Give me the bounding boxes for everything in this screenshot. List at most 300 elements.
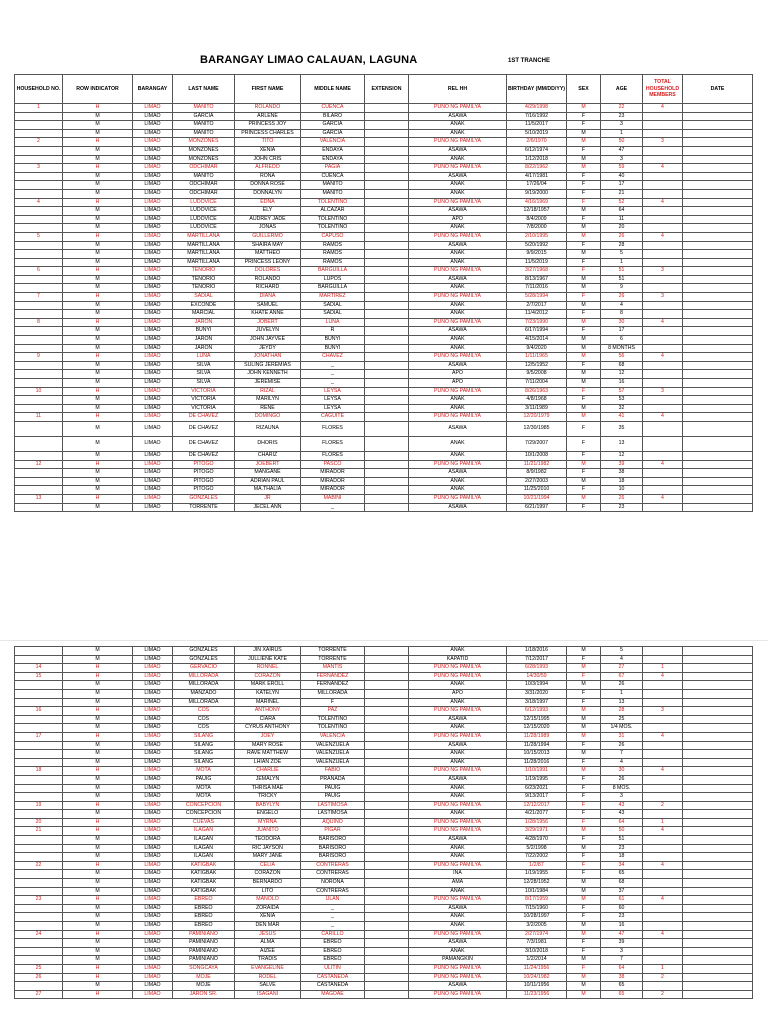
table-cell: 2 — [643, 990, 683, 999]
table-cell: 11/23/1956 — [507, 990, 567, 999]
table-cell — [15, 775, 63, 784]
table-cell: FABIO — [301, 767, 365, 776]
table-cell: H — [63, 827, 133, 836]
table-cell: BUNYI — [301, 336, 365, 345]
table-cell: M — [567, 318, 601, 327]
table-cell: F — [567, 784, 601, 793]
table-cell: ANAK — [409, 750, 507, 759]
table-cell: JR — [235, 494, 301, 503]
table-cell — [15, 784, 63, 793]
table-cell: 1/19/1995 — [507, 775, 567, 784]
table-cell — [365, 956, 409, 965]
table-cell: LASTIMOSA — [301, 810, 365, 819]
table-cell: VALENCIA — [301, 732, 365, 741]
table-cell — [365, 310, 409, 319]
table-cell: 30 — [601, 767, 643, 776]
table-cell: BARISORO — [301, 844, 365, 853]
table-cell — [683, 121, 753, 130]
table-cell: LIMAO — [133, 327, 173, 336]
table-cell — [365, 664, 409, 673]
table-cell: DE CHAVEZ — [173, 451, 235, 460]
table-cell: 43 — [601, 801, 643, 810]
table-cell: ILAGAN — [173, 827, 235, 836]
table-cell: ILAGAN — [173, 836, 235, 845]
table-cell — [683, 284, 753, 293]
table-cell: 1/2/87 — [507, 861, 567, 870]
table-cell — [365, 327, 409, 336]
table-cell: GARCIA — [301, 129, 365, 138]
table-row — [15, 327, 753, 336]
table-cell: 65 — [601, 990, 643, 999]
table-cell: 59 — [601, 164, 643, 173]
table-row — [15, 956, 753, 965]
table-cell — [683, 964, 753, 973]
table-cell: KATELYN — [235, 689, 301, 698]
table-cell: ANAK — [409, 189, 507, 198]
table-cell: LIMAO — [133, 275, 173, 284]
table-cell: M — [63, 396, 133, 405]
table-cell: COS — [173, 707, 235, 716]
table-row — [15, 404, 753, 413]
table-cell: 11/21/1982 — [507, 460, 567, 469]
table-cell: DE CHAVEZ — [173, 413, 235, 422]
table-cell: PAMINIANO — [173, 939, 235, 948]
table-cell: 6 — [15, 267, 63, 276]
column-header: MIDDLE NAME — [301, 75, 365, 104]
table-cell: PAMINIANO — [173, 930, 235, 939]
table-cell: PUNO NG PAMILYA — [409, 494, 507, 503]
table-cell: ASAWA — [409, 112, 507, 121]
table-cell: 11/5/2017 — [507, 121, 567, 130]
table-cell: ASAWA — [409, 503, 507, 512]
table-cell: 30 — [601, 318, 643, 327]
table-cell: LIMAO — [133, 818, 173, 827]
column-header: DATE — [683, 75, 753, 104]
table-cell: M — [63, 922, 133, 931]
table-cell: PUNO NG PAMILYA — [409, 973, 507, 982]
table-cell — [683, 379, 753, 388]
table-cell: LIMAO — [133, 853, 173, 862]
table-cell: VALENZUELA — [301, 758, 365, 767]
table-cell: FERNANDEZ — [301, 681, 365, 690]
table-cell — [683, 215, 753, 224]
table-cell: M — [63, 715, 133, 724]
table-cell — [683, 982, 753, 991]
table-cell: ASAWA — [409, 361, 507, 370]
table-cell — [643, 503, 683, 512]
table-cell: H — [63, 138, 133, 147]
table-cell: CUENCA — [301, 172, 365, 181]
table-cell — [683, 421, 753, 436]
table-cell: LIMAO — [133, 104, 173, 113]
table-cell: 22 — [601, 104, 643, 113]
table-cell: ASAWA — [409, 715, 507, 724]
table-cell: F — [567, 146, 601, 155]
table-cell: ANAK — [409, 181, 507, 190]
table-cell: 64 — [601, 964, 643, 973]
table-cell: JOHN KENNETH — [235, 370, 301, 379]
table-cell: SILANG — [173, 732, 235, 741]
table-cell: F — [567, 672, 601, 681]
table-cell: 11/28/1994 — [507, 741, 567, 750]
table-cell: 14 — [15, 664, 63, 673]
table-cell — [643, 224, 683, 233]
table-cell: MARK EROLL — [235, 681, 301, 690]
table-cell: F — [567, 436, 601, 451]
table-cell: 4/16/1969 — [507, 198, 567, 207]
table-cell: LIMAO — [133, 284, 173, 293]
table-cell — [683, 494, 753, 503]
table-cell: M — [63, 784, 133, 793]
table-cell: F — [567, 810, 601, 819]
table-cell: F — [567, 698, 601, 707]
table-cell — [683, 801, 753, 810]
table-cell: 1/2/2014 — [507, 956, 567, 965]
tranche-label: 1ST TRANCHE — [508, 58, 551, 64]
table-cell: M — [567, 956, 601, 965]
table-cell — [365, 758, 409, 767]
table-cell: SILVA — [173, 370, 235, 379]
table-cell: M — [567, 232, 601, 241]
table-row — [15, 741, 753, 750]
table-cell: CAPUSO — [301, 232, 365, 241]
table-cell: LIMAO — [133, 827, 173, 836]
table-cell: PITOGO — [173, 469, 235, 478]
table-cell: 4 — [643, 827, 683, 836]
table-cell: ANAK — [409, 853, 507, 862]
table-cell: MOTA — [173, 793, 235, 802]
table-cell: 8 — [15, 318, 63, 327]
table-cell: MARTILLANA — [173, 241, 235, 250]
table-cell: LIMAO — [133, 724, 173, 733]
table-cell: PUNO NG PAMILYA — [409, 707, 507, 716]
table-cell: 52 — [601, 198, 643, 207]
table-cell: PUNO NG PAMILYA — [409, 164, 507, 173]
column-header: BIRTHDAY (MM/DD/YY) — [507, 75, 567, 104]
table-cell: BARISORO — [301, 853, 365, 862]
table-cell: M — [63, 681, 133, 690]
table-cell: H — [63, 707, 133, 716]
table-cell: DHORIS — [235, 436, 301, 451]
table-cell — [683, 129, 753, 138]
table-cell: EXCONDE — [173, 301, 235, 310]
table-cell — [643, 655, 683, 664]
table-cell: ANAK — [409, 155, 507, 164]
table-cell: M — [567, 732, 601, 741]
table-cell: LIMAO — [133, 664, 173, 673]
table-cell: M — [63, 112, 133, 121]
table-cell — [15, 689, 63, 698]
table-row — [15, 801, 753, 810]
table-cell: TOLENTINO — [301, 215, 365, 224]
table-cell: H — [63, 732, 133, 741]
table-cell: TOLENTINO — [301, 715, 365, 724]
table-cell: MOTA — [173, 767, 235, 776]
table-cell: LIMAO — [133, 258, 173, 267]
table-cell: M — [567, 370, 601, 379]
table-cell: ANAK — [409, 913, 507, 922]
table-cell: MARTILLANA — [173, 232, 235, 241]
table-cell: 26 — [601, 775, 643, 784]
table-cell — [15, 922, 63, 931]
table-cell — [683, 922, 753, 931]
table-cell — [683, 189, 753, 198]
table-cell: LIMAO — [133, 715, 173, 724]
table-cell: LIMAO — [133, 469, 173, 478]
table-cell: M — [63, 904, 133, 913]
table-cell: 26 — [601, 681, 643, 690]
table-cell: PITOGO — [173, 486, 235, 495]
table-cell: M — [63, 421, 133, 436]
table-cell — [683, 301, 753, 310]
table-cell: LIMAO — [133, 413, 173, 422]
table-cell: F — [567, 818, 601, 827]
table-cell: 4 — [643, 672, 683, 681]
table-cell: PUNO NG PAMILYA — [409, 293, 507, 302]
table-cell — [15, 913, 63, 922]
table-cell: RODEL — [235, 973, 301, 982]
table-cell: LIMAO — [133, 207, 173, 216]
table-row — [15, 215, 753, 224]
table-cell: F — [567, 801, 601, 810]
table-cell — [15, 647, 63, 656]
table-cell: JOBERT — [235, 318, 301, 327]
table-cell — [365, 767, 409, 776]
table-cell: F — [567, 655, 601, 664]
table-cell: 10/11/1956 — [507, 982, 567, 991]
table-cell: 47 — [601, 930, 643, 939]
table-cell: ANAK — [409, 396, 507, 405]
table-cell: 24 — [15, 930, 63, 939]
table-cell: 12/30/1985 — [507, 421, 567, 436]
table-row — [15, 189, 753, 198]
table-cell: LUNA — [301, 318, 365, 327]
table-cell: H — [63, 664, 133, 673]
table-cell: M — [63, 301, 133, 310]
table-cell — [365, 379, 409, 388]
table-cell — [683, 947, 753, 956]
table-row — [15, 503, 753, 512]
table-cell: JUANITO — [235, 827, 301, 836]
table-cell — [365, 436, 409, 451]
table-cell: F — [567, 503, 601, 512]
table-cell: LIMAO — [133, 404, 173, 413]
table-cell — [683, 258, 753, 267]
table-cell — [15, 724, 63, 733]
table-cell: M — [63, 844, 133, 853]
table-cell: LIMAO — [133, 310, 173, 319]
table-cell — [365, 413, 409, 422]
table-cell: 17/26/04 — [507, 181, 567, 190]
table-cell: APO — [409, 370, 507, 379]
table-cell: CORAZON — [235, 672, 301, 681]
table-cell: 4 — [643, 930, 683, 939]
table-cell: 9 — [601, 284, 643, 293]
table-cell: LIMAO — [133, 387, 173, 396]
table-cell: PRINCESS JOY — [235, 121, 301, 130]
table-cell: 12/15/1995 — [507, 715, 567, 724]
table-cell: LIMAO — [133, 964, 173, 973]
table-cell — [15, 258, 63, 267]
table-cell: PIGAR — [301, 827, 365, 836]
table-cell: M — [63, 724, 133, 733]
table-cell: H — [63, 973, 133, 982]
table-cell: MOJE — [173, 973, 235, 982]
table-cell: RENE — [235, 404, 301, 413]
table-cell — [683, 930, 753, 939]
table-cell — [365, 275, 409, 284]
table-cell: LIMAO — [133, 758, 173, 767]
table-cell — [15, 793, 63, 802]
table-cell — [643, 810, 683, 819]
table-cell: 9/19/2000 — [507, 189, 567, 198]
table-cell: 1 — [601, 258, 643, 267]
table-cell: 65 — [601, 982, 643, 991]
table-cell: 18 — [15, 767, 63, 776]
table-cell: ASAWA — [409, 904, 507, 913]
table-cell: 2/7/2017 — [507, 301, 567, 310]
table-row — [15, 469, 753, 478]
table-cell: 25 — [601, 715, 643, 724]
table-header-row — [15, 75, 753, 104]
table-cell: DEN MAR — [235, 922, 301, 931]
table-cell: 13 — [601, 698, 643, 707]
table-cell — [643, 724, 683, 733]
table-cell: LIMAO — [133, 990, 173, 999]
table-row — [15, 879, 753, 888]
table-cell — [365, 421, 409, 436]
table-cell: MILLORADA — [173, 698, 235, 707]
table-cell: ODCHIMAR — [173, 181, 235, 190]
table-cell: LIMAO — [133, 267, 173, 276]
table-cell — [15, 477, 63, 486]
table-cell: PITOGO — [173, 477, 235, 486]
table-cell: MABINI — [301, 494, 365, 503]
table-row — [15, 387, 753, 396]
table-cell: 32 — [601, 404, 643, 413]
table-cell: MANZADO — [173, 689, 235, 698]
table-cell: 3/11/1989 — [507, 404, 567, 413]
table-cell: 10 — [601, 486, 643, 495]
table-cell: TOLENTINO — [301, 198, 365, 207]
table-cell: 4/17/1981 — [507, 172, 567, 181]
column-header: BARANGAY — [133, 75, 173, 104]
table-cell: 12/18/1957 — [507, 207, 567, 216]
table-cell — [15, 250, 63, 259]
table-cell: COS — [173, 715, 235, 724]
table-cell: F — [567, 793, 601, 802]
table-cell — [683, 232, 753, 241]
table-cell — [643, 404, 683, 413]
table-cell: JULLIENE KATE — [235, 655, 301, 664]
table-cell: M — [63, 982, 133, 991]
table-cell: 1/28/1956 — [507, 818, 567, 827]
table-cell: 23 — [601, 503, 643, 512]
table-cell: 1 — [643, 818, 683, 827]
table-cell — [365, 396, 409, 405]
table-cell: PUNO NG PAMILYA — [409, 818, 507, 827]
table-cell: SILANG — [173, 758, 235, 767]
table-cell: MIRADOR — [301, 469, 365, 478]
table-cell: ANAK — [409, 344, 507, 353]
table-cell — [365, 404, 409, 413]
table-cell: MANTIS — [301, 664, 365, 673]
table-cell: 6 — [601, 336, 643, 345]
table-cell: PUNO NG PAMILYA — [409, 964, 507, 973]
table-cell: PUNO NG PAMILYA — [409, 318, 507, 327]
table-cell: 7 — [601, 956, 643, 965]
table-cell — [683, 853, 753, 862]
table-cell: TENORIO — [173, 267, 235, 276]
table-cell: MONZONES — [173, 138, 235, 147]
table-row — [15, 810, 753, 819]
table-cell — [683, 758, 753, 767]
table-cell: CUEVAS — [173, 818, 235, 827]
table-cell — [365, 904, 409, 913]
table-cell: ANAK — [409, 258, 507, 267]
table-cell: 8 MOS. — [601, 784, 643, 793]
table-cell: _ — [301, 370, 365, 379]
table-cell: JEYDY — [235, 344, 301, 353]
table-cell: PAMANGKIN — [409, 956, 507, 965]
table-cell — [365, 689, 409, 698]
table-cell: RAVE MATTHEW — [235, 750, 301, 759]
table-cell: MANOLO — [235, 896, 301, 905]
table-cell — [15, 810, 63, 819]
table-row — [15, 870, 753, 879]
table-row — [15, 121, 753, 130]
table-cell: RAMOS — [301, 258, 365, 267]
table-cell: VICTORIA — [173, 387, 235, 396]
table-cell: LIMAO — [133, 164, 173, 173]
table-cell: LIMAO — [133, 503, 173, 512]
table-cell — [643, 370, 683, 379]
table-cell — [683, 818, 753, 827]
table-cell: M — [567, 750, 601, 759]
table-cell — [15, 939, 63, 948]
table-cell: 7/23/1990 — [507, 318, 567, 327]
table-cell: LIMAO — [133, 396, 173, 405]
table-cell — [365, 189, 409, 198]
table-cell: M — [567, 224, 601, 233]
table-cell: ASAWA — [409, 275, 507, 284]
table-cell — [643, 956, 683, 965]
table-cell: M — [567, 155, 601, 164]
table-cell: MARCIAL — [173, 310, 235, 319]
table-cell: M — [63, 436, 133, 451]
column-header: ROW INDICATOR — [63, 75, 133, 104]
table-cell: 11/4/2012 — [507, 310, 567, 319]
table-cell — [365, 732, 409, 741]
table-cell: PUNO NG PAMILYA — [409, 767, 507, 776]
table-cell: 10/21/1994 — [507, 494, 567, 503]
table-cell — [365, 353, 409, 362]
table-cell: M — [567, 344, 601, 353]
table-row — [15, 655, 753, 664]
table-cell: APO — [409, 379, 507, 388]
table-cell — [643, 241, 683, 250]
table-cell: 38 — [601, 973, 643, 982]
table-cell: 3 — [643, 138, 683, 147]
table-cell: MIRADOR — [301, 477, 365, 486]
table-cell: 43 — [601, 810, 643, 819]
table-cell: F — [567, 486, 601, 495]
table-cell: H — [63, 460, 133, 469]
table-cell — [683, 741, 753, 750]
table-cell: MIRADOR — [301, 486, 365, 495]
table-cell: MARY JANE — [235, 853, 301, 862]
table-cell: H — [63, 930, 133, 939]
